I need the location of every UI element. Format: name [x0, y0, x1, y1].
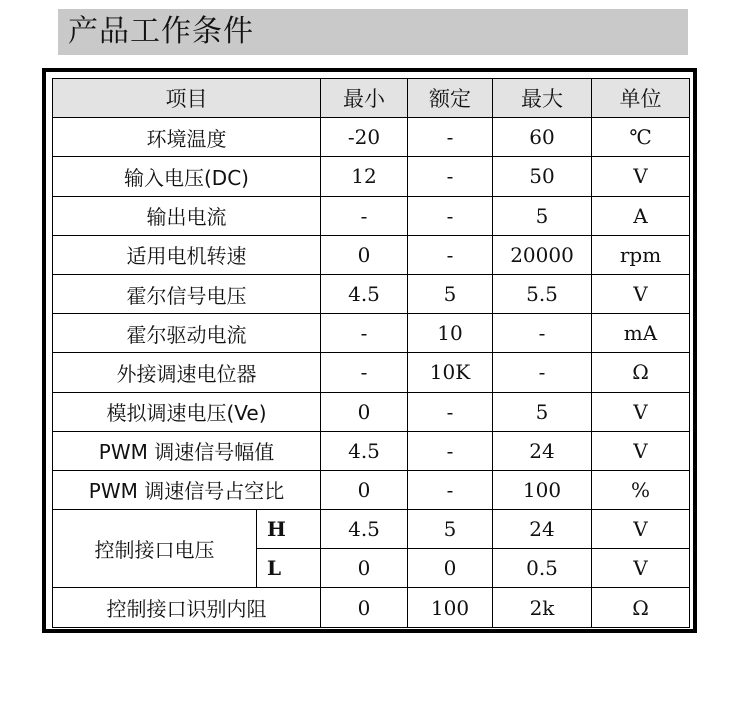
row-unit: V	[592, 274, 690, 313]
row-rated: -	[408, 431, 493, 470]
row-rated: 10	[408, 314, 493, 353]
table-row	[53, 196, 690, 235]
row-item: 霍尔驱动电流	[53, 314, 321, 353]
row-max: 24	[493, 510, 592, 549]
row-min: 12	[321, 157, 408, 196]
row-level-h: H	[257, 510, 321, 549]
row-max: -	[493, 353, 592, 392]
row-max: 0.5	[493, 549, 592, 588]
row-max: 20000	[493, 235, 592, 274]
row-min: -	[321, 196, 408, 235]
row-item: PWM 调速信号占空比	[53, 470, 321, 509]
row-unit: Ω	[592, 588, 690, 627]
row-item: 霍尔信号电压	[53, 274, 321, 313]
row-min: 4.5	[321, 431, 408, 470]
row-unit: mA	[592, 314, 690, 353]
row-max: 5	[493, 196, 592, 235]
row-item: 输出电流	[53, 196, 321, 235]
table-row	[53, 274, 690, 313]
section-title-bar	[58, 9, 688, 55]
row-max: -	[493, 314, 592, 353]
row-item: 环境温度	[53, 118, 321, 157]
table-row	[53, 392, 690, 431]
row-max: 50	[493, 157, 592, 196]
row-rated: 100	[408, 588, 493, 627]
row-item: 适用电机转速	[53, 235, 321, 274]
table-row	[53, 157, 690, 196]
row-rated: -	[408, 235, 493, 274]
row-max: 24	[493, 431, 592, 470]
row-unit: %	[592, 470, 690, 509]
row-item: 模拟调速电压(Ve)	[53, 392, 321, 431]
table-row-control-voltage-h	[53, 510, 690, 549]
table-header-row	[53, 79, 690, 118]
row-min: 0	[321, 392, 408, 431]
row-min: -20	[321, 118, 408, 157]
row-unit: A	[592, 196, 690, 235]
table-row	[53, 353, 690, 392]
row-rated: -	[408, 196, 493, 235]
row-min: -	[321, 353, 408, 392]
row-item: 外接调速电位器	[53, 353, 321, 392]
operating-conditions-table-frame	[42, 68, 697, 633]
section-title: 产品工作条件	[68, 14, 254, 49]
row-item: 控制接口识别内阻	[53, 588, 321, 627]
header-item: 项目	[53, 79, 321, 118]
row-max: 5	[493, 392, 592, 431]
row-min: 0	[321, 588, 408, 627]
header-min: 最小	[321, 79, 408, 118]
header-max: 最大	[493, 79, 592, 118]
row-max: 100	[493, 470, 592, 509]
row-max: 60	[493, 118, 592, 157]
row-item: 输入电压(DC)	[53, 157, 321, 196]
table-row	[53, 235, 690, 274]
row-unit: ℃	[592, 118, 690, 157]
header-unit: 单位	[592, 79, 690, 118]
row-unit: V	[592, 510, 690, 549]
row-rated: -	[408, 157, 493, 196]
row-unit: V	[592, 549, 690, 588]
operating-conditions-table	[52, 78, 690, 628]
row-rated: -	[408, 392, 493, 431]
row-min: -	[321, 314, 408, 353]
row-min: 0	[321, 470, 408, 509]
row-max: 5.5	[493, 274, 592, 313]
table-row	[53, 118, 690, 157]
row-max: 2k	[493, 588, 592, 627]
row-min: 0	[321, 549, 408, 588]
row-level-l: L	[257, 549, 321, 588]
row-min: 0	[321, 235, 408, 274]
row-rated: 5	[408, 510, 493, 549]
row-item-control-voltage: 控制接口电压	[53, 510, 257, 588]
row-unit: V	[592, 157, 690, 196]
table-row	[53, 314, 690, 353]
table-row	[53, 470, 690, 509]
row-rated: -	[408, 118, 493, 157]
row-rated: 0	[408, 549, 493, 588]
row-unit: V	[592, 431, 690, 470]
row-rated: 10K	[408, 353, 493, 392]
table-row	[53, 588, 690, 627]
table-row	[53, 431, 690, 470]
row-min: 4.5	[321, 274, 408, 313]
row-rated: -	[408, 470, 493, 509]
row-item: PWM 调速信号幅值	[53, 431, 321, 470]
row-rated: 5	[408, 274, 493, 313]
row-unit: rpm	[592, 235, 690, 274]
row-min: 4.5	[321, 510, 408, 549]
row-unit: Ω	[592, 353, 690, 392]
header-rated: 额定	[408, 79, 493, 118]
row-unit: V	[592, 392, 690, 431]
